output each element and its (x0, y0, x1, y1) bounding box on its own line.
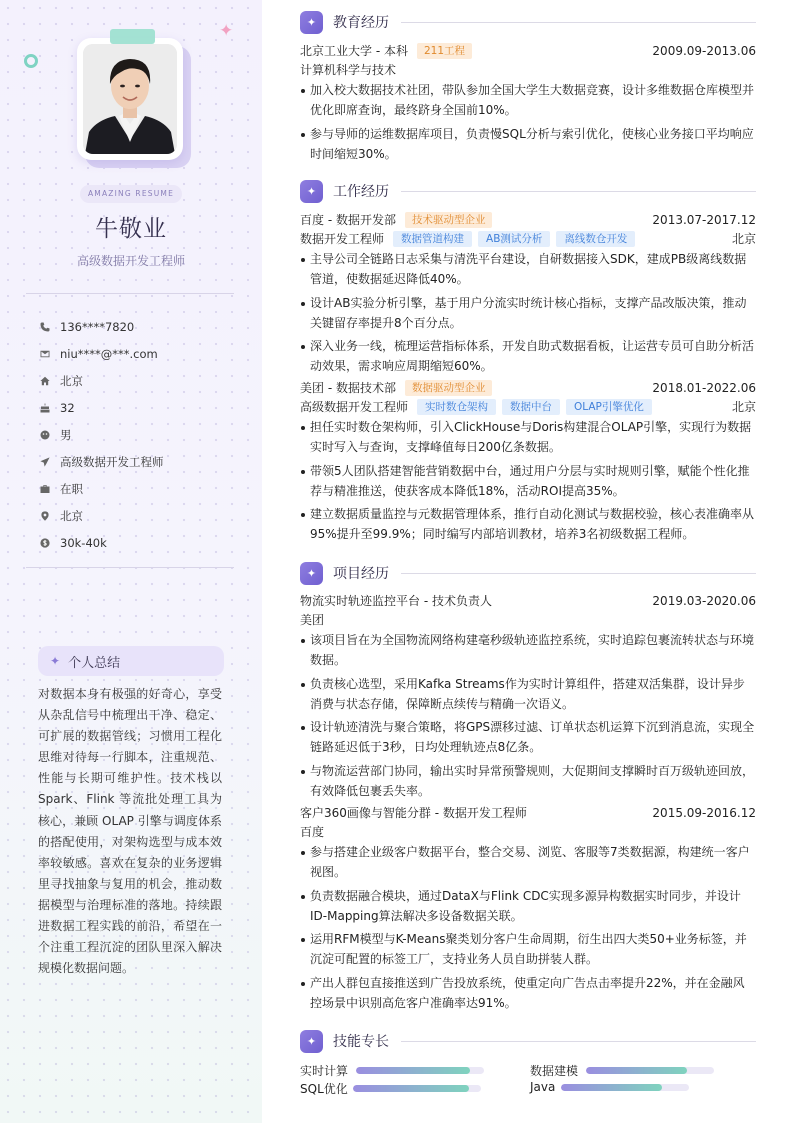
education-bullets (300, 80, 756, 164)
list-item: 产出人群包直接推送到广告投放系统，使重定向广告点击率提升22%，并在金融风控场景中识别高危客户准确率达91%。 (300, 973, 756, 1014)
education-entry (300, 41, 756, 167)
job-city: 北京 (731, 400, 756, 414)
list-item: 担任实时数仓架构师，引入ClickHouse与Doris构建混合OLAP引擎，实现行为数据实时写入与查询，支撑峰值每日200亿条数据。 (300, 417, 756, 458)
job-bullets (300, 417, 756, 545)
list-item: 与物流运营部门协同，输出实时异常预警规则，大促期间支撑瞬时百万级轨迹回放，有效降低包裹丢失率。 (300, 761, 756, 802)
sparkle-icon: ✦ (300, 180, 323, 203)
skill-bar (561, 1084, 689, 1091)
sparkle-icon: ✦ (300, 11, 323, 34)
skill-tag: 实时数仓架构 (417, 399, 496, 415)
money-icon (40, 538, 60, 548)
list-item: 主导公司全链路日志采集与清洗平台建设，自研数据接入SDK，建成PB级离线数据管道，使数据延迟降低40%。 (300, 249, 756, 290)
info-position: 高级数据开发工程师 (40, 448, 240, 475)
sidebar (0, 0, 262, 1123)
sparkle-icon: ✦ (50, 654, 61, 668)
list-item: 该项目旨在为全国物流网络构建毫秒级轨迹监控系统，实时追踪包裹流转状态与环境数据。 (300, 630, 756, 671)
project-entry-customer360 (300, 803, 756, 1016)
skill-tag: AB测试分析 (478, 231, 550, 247)
company-tag: 技术驱动型企业 (405, 212, 493, 228)
list-item: 带领5人团队搭建智能营销数据中台，通过用户分层与实时规则引擎，赋能个性化推荐与精准推送，使获客成本降低18%，活动ROI提高35%。 (300, 461, 756, 502)
skill-item: Java (530, 1080, 689, 1094)
list-item: 参与导师的运维数据库项目，负责慢SQL分析与索引优化，使核心业务接口平均响应时间缩短30%。 (300, 124, 756, 165)
skill-tag: 离线数仓开发 (556, 231, 635, 247)
list-item: 加入校大数据技术社团，带队参加全国大学生大数据竞赛，设计多维数据仓库模型并优化即席查询，最终跻身全国前10%。 (300, 80, 756, 121)
info-gender: 男 (40, 421, 240, 448)
summary-text: 对数据本身有极强的好奇心，享受从杂乱信号中梳理出干净、稳定、可扩展的数据管线；习惯用工程化思维对待每一行脚本，注重规范、性能与长期可维护性。技术栈以Spark、Flink 等流批处理工具为核心，兼顾 OLAP 引擎与调度体系的搭配使用，对架构选型与成本效率较敏感。喜欢在复杂的业务逻辑里寻找抽象与复用的机会，推动数据模型与治理标准的落地。持续跟进数据工程实践的前沿，希望在一个注重工程沉淀的团队里深入解决规模化数据问题。 (38, 687, 222, 976)
company-name: 百度 - 数据开发部 (300, 213, 396, 227)
contact-info-list (40, 313, 240, 556)
list-item: 设计AB实验分析引擎，基于用户分流实时统计核心指标，支撑产品改版决策，推动关键留存率提升8个百分点。 (300, 293, 756, 334)
gender-icon (40, 430, 60, 440)
project-date: 2015.09-2016.12 (652, 805, 756, 820)
sparkle-icon: ✦ (300, 1030, 323, 1053)
skill-item: 数据建模 (530, 1062, 714, 1079)
project-bullets (300, 842, 756, 1013)
decorative-ring-icon (24, 54, 38, 68)
work-heading: ✦ 工作经历 (300, 179, 756, 203)
work-entry-baidu (300, 210, 756, 380)
list-item: 负责核心选型，采用Kafka Streams作为实时计算组件，搭建双活集群，设计异步消费与状态存储，保障断点续传与精确一次语义。 (300, 674, 756, 715)
major: 计算机科学与技术 (300, 63, 397, 77)
photo-tape-decoration (110, 29, 155, 44)
work-entry-meituan (300, 378, 756, 548)
home-icon (40, 376, 60, 386)
location-icon (40, 511, 60, 521)
info-phone: 136****7820 (40, 313, 240, 340)
list-item: 参与搭建企业级客户数据平台，整合交易、浏览、客服等7类数据源，构建统一客户视图。 (300, 842, 756, 883)
summary-heading: ✦ 个人总结 (38, 646, 224, 676)
project-entry-logistics (300, 591, 756, 804)
cake-icon (40, 403, 60, 413)
info-salary: 30k-40k (40, 529, 240, 556)
company-name: 美团 - 数据技术部 (300, 381, 396, 395)
skill-tag: 数据中台 (502, 399, 560, 415)
company-tag: 数据驱动型企业 (405, 380, 493, 396)
education-date: 2009.09-2013.06 (652, 43, 756, 58)
skill-item: 实时计算 (300, 1062, 484, 1079)
info-home: 北京 (40, 367, 240, 394)
sparkle-icon: ✦ (300, 562, 323, 585)
skill-bar (586, 1067, 714, 1074)
job-role: 数据开发工程师 (300, 232, 385, 246)
project-name: 物流实时轨迹监控平台 - 技术负责人 (300, 594, 492, 608)
project-org: 百度 (300, 825, 325, 839)
candidate-name: 牛敬业 (95, 216, 167, 242)
candidate-title: 高级数据开发工程师 (76, 254, 185, 268)
education-heading: ✦ 教育经历 (300, 10, 756, 34)
project-date: 2019.03-2020.06 (652, 593, 756, 608)
list-item: 建立数据质量监控与元数据管理体系，推行自动化测试与数据校验，核心表准确率从95%提升至99.9%；同时编写内部培训教材，培养3名初级数据工程师。 (300, 504, 756, 545)
list-item: 运用RFM模型与K-Means聚类划分客户生命周期，衍生出四大类50+业务标签，并沉淀可配置的标签工厂，支持业务人员自助拼装人群。 (300, 929, 756, 970)
skill-tag: 数据管道构建 (393, 231, 472, 247)
project-bullets (300, 630, 756, 801)
mail-icon (40, 349, 60, 359)
job-city: 北京 (731, 232, 756, 246)
sidebar-divider (26, 567, 234, 568)
skill-bar (356, 1067, 484, 1074)
avatar (83, 44, 177, 154)
profile-photo-frame (77, 38, 187, 160)
project-org: 美团 (300, 613, 325, 627)
projects-heading: ✦ 项目经历 (300, 561, 756, 585)
phone-icon (40, 322, 60, 332)
briefcase-icon (40, 484, 60, 494)
info-location: 北京 (40, 502, 240, 529)
resume-badge: AMAZING RESUME (80, 185, 182, 203)
send-icon (40, 457, 60, 467)
info-email: niu****@***.com (40, 340, 240, 367)
job-date: 2013.07-2017.12 (652, 212, 756, 227)
info-status: 在职 (40, 475, 240, 502)
sidebar-divider (26, 293, 234, 294)
skills-heading: ✦ 技能专长 (300, 1029, 756, 1053)
school-tag: 211工程 (417, 43, 472, 59)
school-name: 北京工业大学 - 本科 (300, 44, 408, 58)
project-name: 客户360画像与智能分群 - 数据开发工程师 (300, 806, 527, 820)
job-role: 高级数据开发工程师 (300, 400, 409, 414)
list-item: 深入业务一线，梳理运营指标体系，开发自助式数据看板，让运营专员可自助分析活动效果，需求响应周期缩短60%。 (300, 336, 756, 377)
skill-bar (353, 1085, 481, 1092)
skill-item: SQL优化 (300, 1080, 481, 1097)
list-item: 负责数据融合模块，通过DataX与Flink CDC实现多源异构数据实时同步，并设计ID-Mapping算法解决多设备数据关联。 (300, 886, 756, 927)
list-item: 设计轨迹清洗与聚合策略，将GPS漂移过滤、订单状态机运算下沉到消息流，实现全链路延迟低于3秒，日均处理轨迹点8亿条。 (300, 717, 756, 758)
job-bullets (300, 249, 756, 377)
job-date: 2018.01-2022.06 (652, 380, 756, 395)
decorative-sparkle-icon: ✦ (219, 21, 234, 41)
skill-tag: OLAP引擎优化 (566, 399, 652, 415)
info-age: 32 (40, 394, 240, 421)
